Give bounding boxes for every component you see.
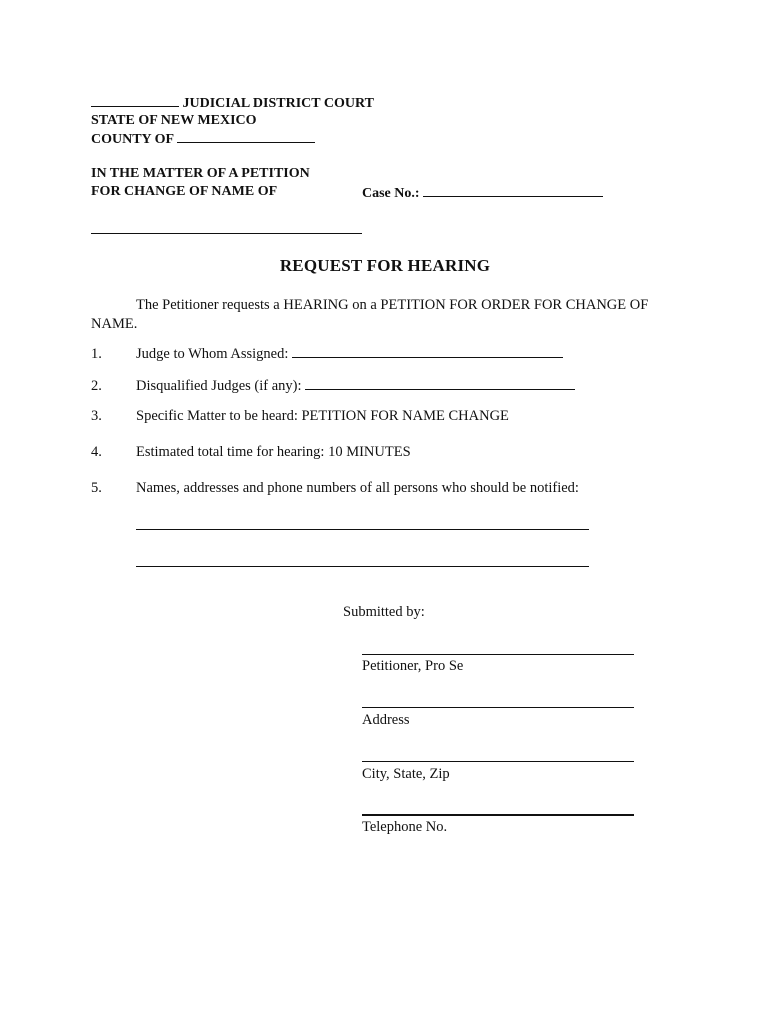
court-label: JUDICIAL DISTRICT COURT bbox=[182, 96, 374, 111]
notify-blank-1[interactable] bbox=[136, 529, 589, 530]
city-state-zip-label: City, State, Zip bbox=[362, 766, 450, 782]
item-number: 1. bbox=[91, 346, 102, 362]
item-text: Estimated total time for hearing: 10 MINUTES bbox=[136, 444, 411, 460]
item-number: 4. bbox=[91, 444, 102, 460]
list-item-time bbox=[91, 443, 411, 461]
item-text: Names, addresses and phone numbers of all persons who should be notified: bbox=[136, 480, 579, 496]
list-item-notify bbox=[91, 479, 579, 497]
item-number: 3. bbox=[91, 408, 102, 424]
item-text: Disqualified Judges (if any): bbox=[136, 378, 302, 394]
list-item-disqualified bbox=[91, 377, 575, 395]
county-line bbox=[91, 130, 315, 148]
signature-line-petitioner[interactable] bbox=[362, 654, 634, 655]
disqualified-blank[interactable] bbox=[305, 377, 575, 390]
judge-blank[interactable] bbox=[292, 345, 563, 358]
state-label: STATE OF NEW MEXICO bbox=[91, 113, 257, 128]
case-no-blank[interactable] bbox=[423, 184, 603, 197]
address-label: Address bbox=[362, 712, 410, 728]
signature-line-telephone[interactable] bbox=[362, 814, 634, 816]
case-no-label: Case No.: bbox=[362, 186, 420, 201]
petitioner-label: Petitioner, Pro Se bbox=[362, 658, 464, 674]
item-number: 2. bbox=[91, 378, 102, 394]
item-text: Specific Matter to be heard: PETITION FOR NAME CHANGE bbox=[136, 408, 509, 424]
notify-blank-2[interactable] bbox=[136, 566, 589, 567]
county-label: COUNTY OF bbox=[91, 132, 174, 147]
item-number: 5. bbox=[91, 480, 102, 496]
county-blank[interactable] bbox=[177, 130, 315, 143]
intro-line-1: The Petitioner requests a HEARING on a PETITION FOR ORDER FOR CHANGE OF bbox=[136, 297, 649, 313]
caption-line-2: FOR CHANGE OF NAME OF bbox=[91, 184, 278, 199]
district-blank[interactable] bbox=[91, 94, 179, 107]
item-text: Judge to Whom Assigned: bbox=[136, 346, 289, 362]
submitted-by-label: Submitted by: bbox=[343, 604, 425, 620]
caption-line-1: IN THE MATTER OF A PETITION bbox=[91, 166, 310, 181]
signature-line-city[interactable] bbox=[362, 761, 634, 762]
intro-line-2: NAME. bbox=[91, 316, 138, 332]
case-number-line bbox=[362, 184, 603, 202]
court-line bbox=[91, 94, 374, 112]
petitioner-name-blank[interactable] bbox=[91, 233, 362, 234]
page-title: REQUEST FOR HEARING bbox=[279, 256, 491, 275]
signature-line-address[interactable] bbox=[362, 707, 634, 708]
list-item-matter bbox=[91, 407, 509, 425]
telephone-label: Telephone No. bbox=[362, 819, 448, 835]
list-item-judge bbox=[91, 345, 563, 363]
